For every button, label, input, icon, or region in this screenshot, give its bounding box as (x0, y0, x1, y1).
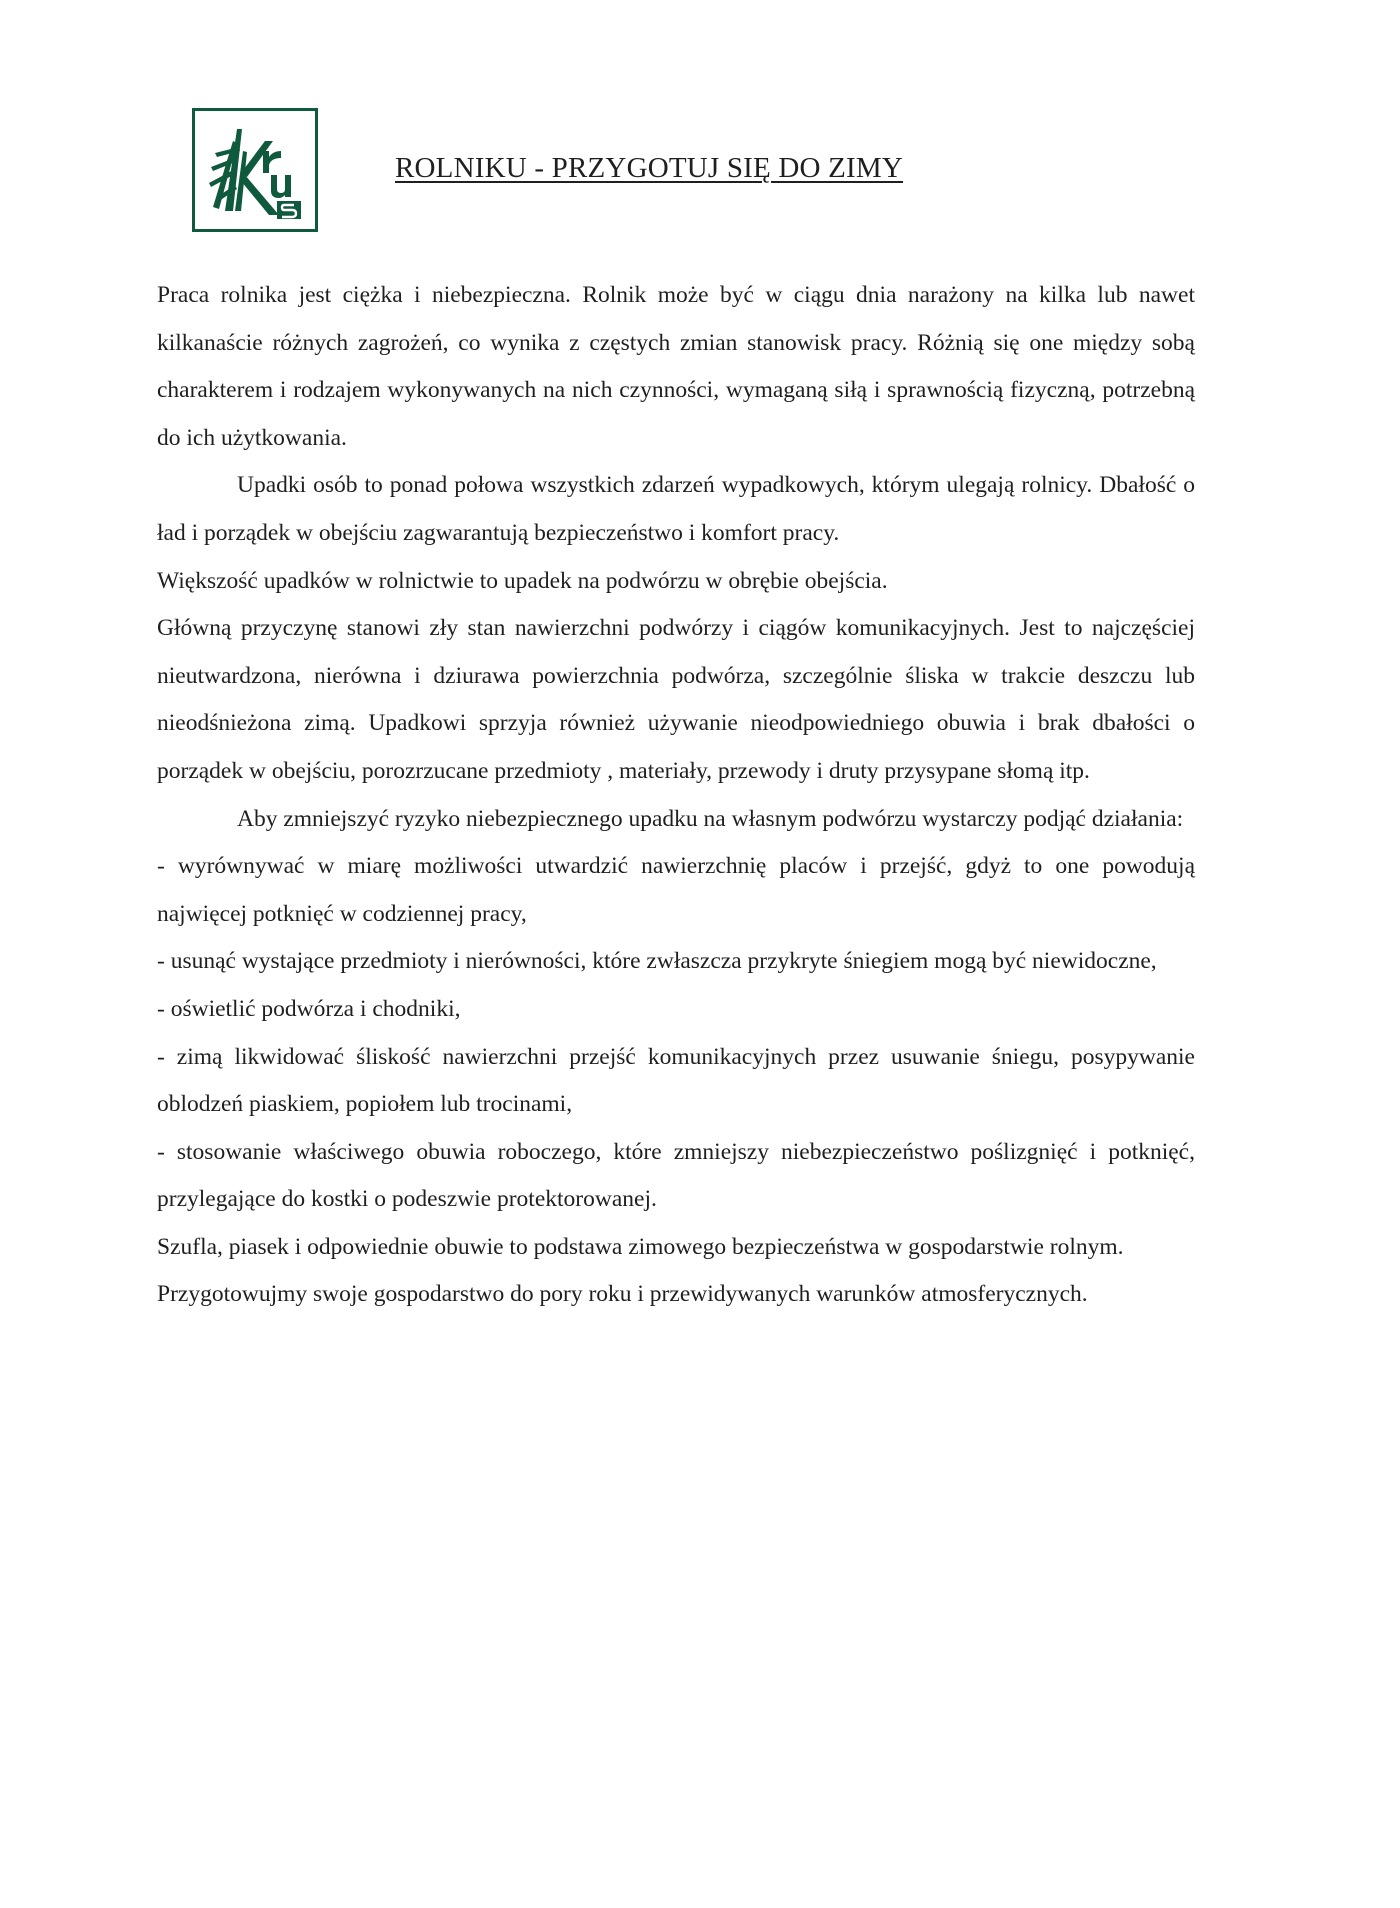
paragraph-intro: Praca rolnika jest ciężka i niebezpieczna. Rolnik może być w ciągu dnia narażony na kilka lub nawet kilkanaście różnych zagrożeń, co wynika z częstych zmian stanowisk pracy. Różnią się one między sobą charakterem i rodzajem wykonywanych na nich czynności, wymaganą siłą i sprawnością fizyczną, potrzebną do ich użytkowania. (157, 282, 1195, 451)
paragraph-falls: Upadki osób to ponad połowa wszystkich zdarzeń wypadkowych, którym ulegają rolnicy. Dbałość o ład i porządek w obejściu zagwarantują bezpieczeństwo i komfort pracy. (157, 472, 1195, 546)
paragraph-cause: Główną przyczynę stanowi zły stan nawierzchni podwórzy i ciągów komunikacyjnych. Jest to najczęściej nieutwardzona, nierówna i dziurawa powierzchnia podwórza, szczególnie śliska w trakcie deszczu lub nieodśnieżona zimą. Upadkowi sprzyja również używanie nieodpowiedniego obuwia i brak dbałości o porządek w obejściu, porozrzucane przedmioty , materiały, przewody i druty przysypane słomą itp. (157, 615, 1195, 784)
page-title: ROLNIKU - PRZYGOTUJ SIĘ DO ZIMY (395, 152, 904, 184)
paragraph-shovel: Szufla, piasek i odpowiednie obuwie to podstawa zimowego bezpieczeństwa w gospodarstwie rolnym. (157, 1233, 1124, 1260)
krus-logo (192, 108, 318, 232)
list-item: - stosowanie właściwego obuwia roboczego, które zmniejszy niebezpieczeństwo poślizgnięć i potknięć, przylegające do kostki o podeszwie protektorowanej. (157, 1138, 1195, 1213)
krus-logo-icon (195, 111, 315, 229)
list-item: - oświetlić podwórza i chodniki, (157, 995, 461, 1022)
list-item: - usunąć wystające przedmioty i nierówności, które zwłaszcza przykryte śniegiem mogą być niewidoczne, (157, 948, 1157, 975)
paragraph-majority: Większość upadków w rolnictwie to upadek na podwórzu w obrębie obejścia. (157, 567, 888, 594)
paragraph-closing: Przygotowujmy swoje gospodarstwo do pory roku i przewidywanych warunków atmosferycznych. (157, 1281, 1088, 1308)
list-item: - wyrównywać w miarę możliwości utwardzić nawierzchnię placów i przejść, gdyż to one powodują najwięcej potknięć w codziennej pracy, (157, 853, 1195, 927)
document-body (157, 272, 1195, 1319)
paragraph-actions-intro: Aby zmniejszyć ryzyko niebezpiecznego upadku na własnym podwórzu wystarczy podjąć działania: (237, 805, 1184, 832)
list-item: - zimą likwidować śliskość nawierzchni przejść komunikacyjnych przez usuwanie śniegu, posypywanie oblodzeń piaskiem, popiołem lub trocinami, (157, 1043, 1195, 1118)
